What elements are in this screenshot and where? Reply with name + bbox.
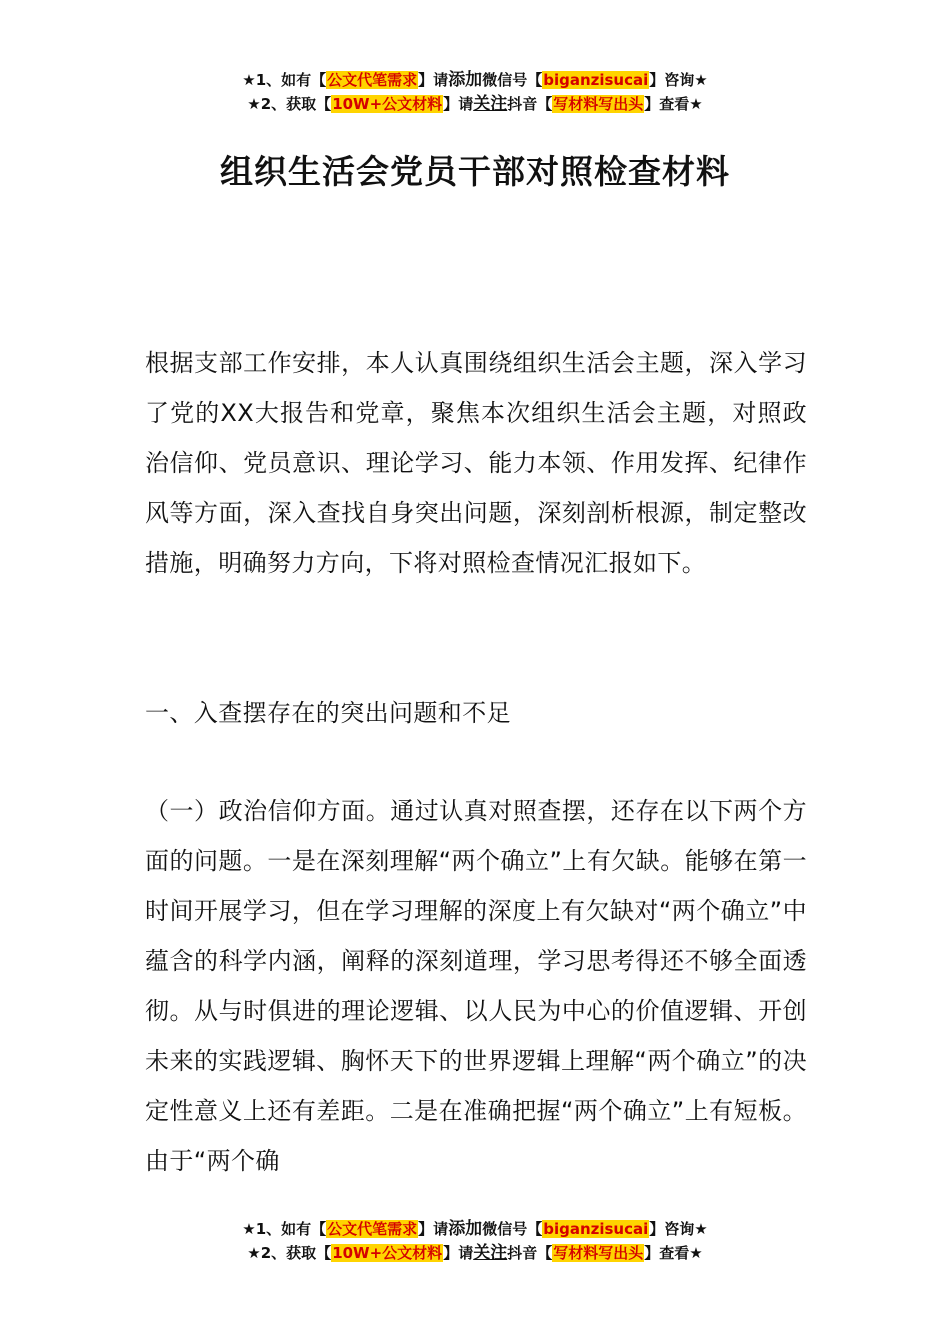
promo-text: 抖音【 [507,95,553,113]
promo-text: 】请 [443,1244,474,1262]
promo-emphasis: 添加 [448,70,483,90]
promo-text: 】咨询★ [649,71,708,89]
promo-text: 】请 [443,95,474,113]
promo-highlight: 公文代笔需求 [327,71,418,89]
wechat-id-highlight: biganzisucai [543,1220,649,1238]
intro-text: 根据支部工作安排，本人认真围绕组织生活会主题，深入学习了党的XX大报告和党章，聚焦本次组织生活会主题，对照政治信仰、党员意识、理论学习、能力本领、作用发挥、纪律作风等方面，深入查找自身突出问题，深刻剖析根源，制定整改措施，明确努力方向，下将对照检查情况汇报如下。 [145,349,807,577]
section-heading [145,688,807,738]
section-paragraph-text: （一）政治信仰方面。通过认真对照查摆，还存在以下两个方面的问题。一是在深刻理解“两个确立”上有欠缺。能够在第一时间开展学习，但在学习理解的深度上有欠缺对“两个确立”中蕴含的科学内涵，阐释的深刻道理，学习思考得还不够全面透彻。从与时俱进的理论逻辑、以人民为中心的价值逻辑、开创未来的实践逻辑、胸怀天下的世界逻辑上理解“两个确立”的决定性意义上还有差距。二是在准确把握“两个确立”上有短板。由于“两个确 [145,797,807,1175]
promo-text: 微信号【 [482,1220,543,1238]
section-heading-text: 一、入查摆存在的突出问题和不足 [145,699,511,727]
promo-text: 】咨询★ [649,1220,708,1238]
promo-text: 微信号【 [482,71,543,89]
promo-text: 】查看★ [644,95,703,113]
intro-paragraph [145,338,807,588]
promo-line-2 [0,1241,950,1265]
promo-text: 】请 [418,1220,449,1238]
promo-emphasis: 关注 [473,1243,508,1263]
promo-emphasis: 关注 [473,94,508,114]
promo-line-2 [0,92,950,116]
promo-text: ★1、如有【 [242,1220,327,1238]
douyin-id-highlight: 写材料写出头 [553,95,644,113]
wechat-id-highlight: biganzisucai [543,71,649,89]
promo-emphasis: 添加 [448,1219,483,1239]
promo-text: 】查看★ [644,1244,703,1262]
section-paragraph [145,786,807,1186]
promo-text: ★1、如有【 [242,71,327,89]
promo-line-1 [0,68,950,92]
bottom-promo-banner [0,1217,950,1265]
promo-line-1 [0,1217,950,1241]
promo-text: 抖音【 [507,1244,553,1262]
promo-highlight: 10W+公文材料 [332,1244,443,1262]
top-promo-banner [0,68,950,116]
promo-highlight: 10W+公文材料 [332,95,443,113]
promo-text: ★2、获取【 [247,95,332,113]
document-title: 组织生活会党员干部对照检查材料 [220,152,730,191]
promo-text: 】请 [418,71,449,89]
douyin-id-highlight: 写材料写出头 [553,1244,644,1262]
promo-text: ★2、获取【 [247,1244,332,1262]
promo-highlight: 公文代笔需求 [327,1220,418,1238]
